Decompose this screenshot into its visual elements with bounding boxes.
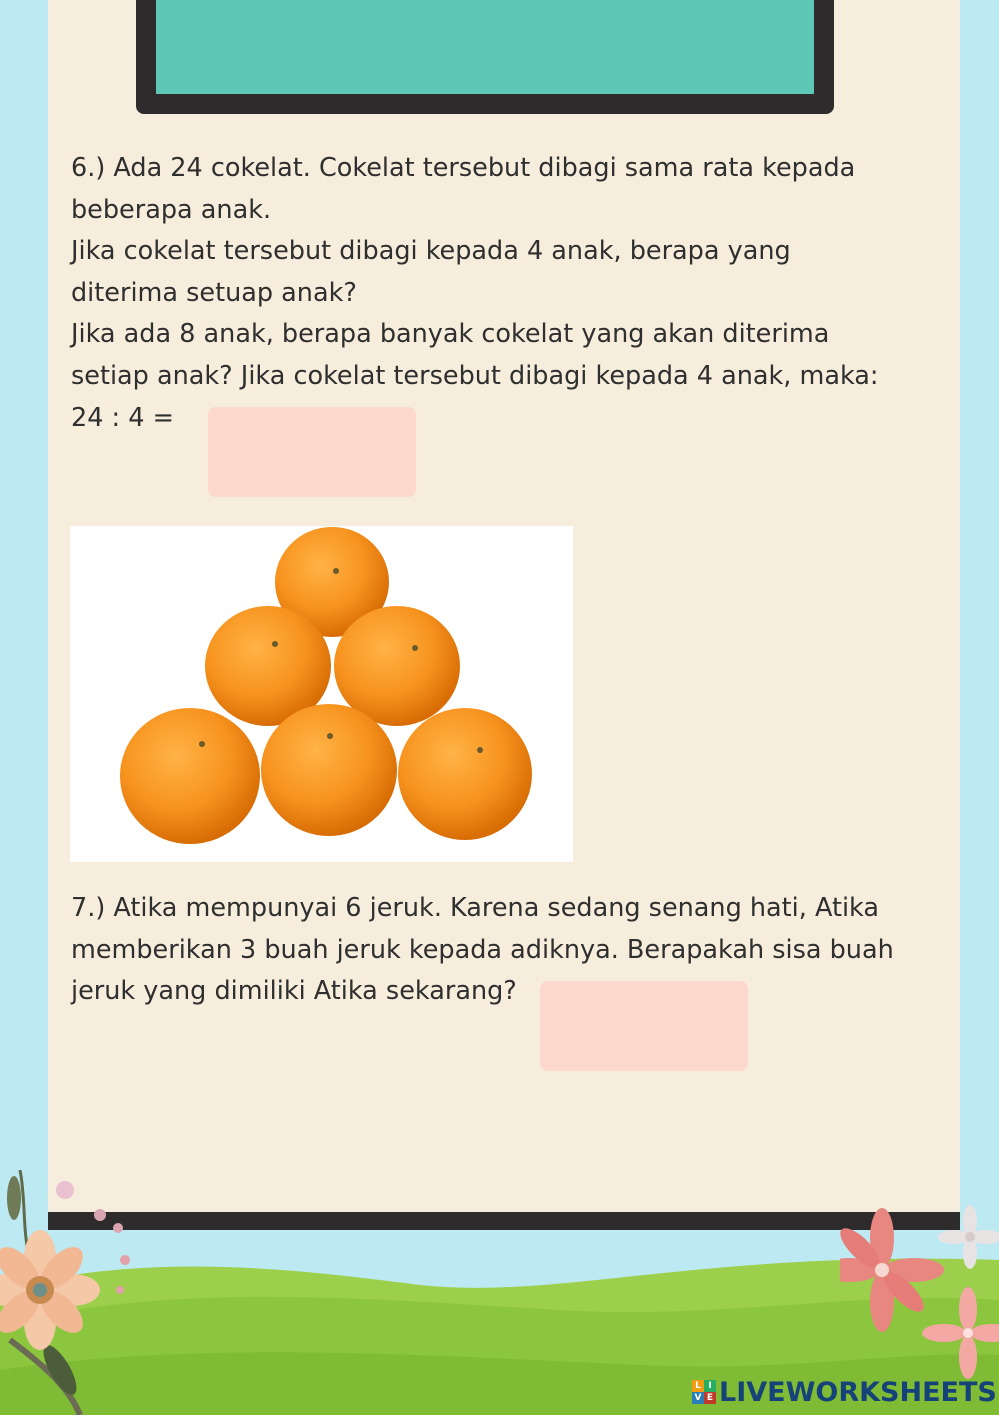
liveworksheets-logo-icon <box>692 1380 716 1404</box>
question-7-line: jeruk yang dimiliki Atika sekarang? <box>71 976 517 1007</box>
logo-letter: L <box>692 1380 704 1392</box>
oranges-illustration <box>70 526 573 862</box>
logo-wordmark: LIVEWORKSHEETS <box>719 1376 997 1408</box>
blackboard-frame <box>136 0 834 114</box>
flower-decoration-left-icon <box>0 1170 150 1415</box>
question-7-line: 7.) Atika mempunyai 6 jeruk. Karena sedang senang hati, Atika <box>71 893 879 923</box>
question-6-text <box>71 148 879 439</box>
question-7-text <box>71 888 894 1013</box>
question-6-line: Jika cokelat tersebut dibagi kepada 4 anak, berapa yang <box>71 236 791 267</box>
question-6-line: 24 : 4 = <box>71 402 174 433</box>
answer-box-question-6[interactable] <box>208 407 416 497</box>
question-6-line: Jika ada 8 anak, berapa banyak cokelat yang akan diterima <box>71 319 830 350</box>
question-7-line: memberikan 3 buah jeruk kepada adiknya. Berapakah sisa buah <box>71 934 894 965</box>
logo-letter: E <box>704 1392 716 1404</box>
logo-letter: I <box>704 1380 716 1392</box>
blackboard-screen <box>156 0 814 94</box>
question-6-line: diterima setuap anak? <box>71 277 357 308</box>
oranges-image <box>70 526 573 862</box>
liveworksheets-logo <box>692 1375 997 1409</box>
question-6-line: beberapa anak. <box>71 194 272 225</box>
question-6-line: setiap anak? Jika cokelat tersebut dibagi kepada 4 anak, maka: <box>71 360 879 391</box>
answer-box-question-7[interactable] <box>540 981 748 1071</box>
logo-letter: V <box>692 1392 704 1404</box>
flower-decoration-right-icon <box>840 1205 999 1385</box>
question-6-line: 6.) Ada 24 cokelat. Cokelat tersebut dibagi sama rata kepada <box>71 153 856 183</box>
bottom-border-bar <box>48 1212 960 1230</box>
